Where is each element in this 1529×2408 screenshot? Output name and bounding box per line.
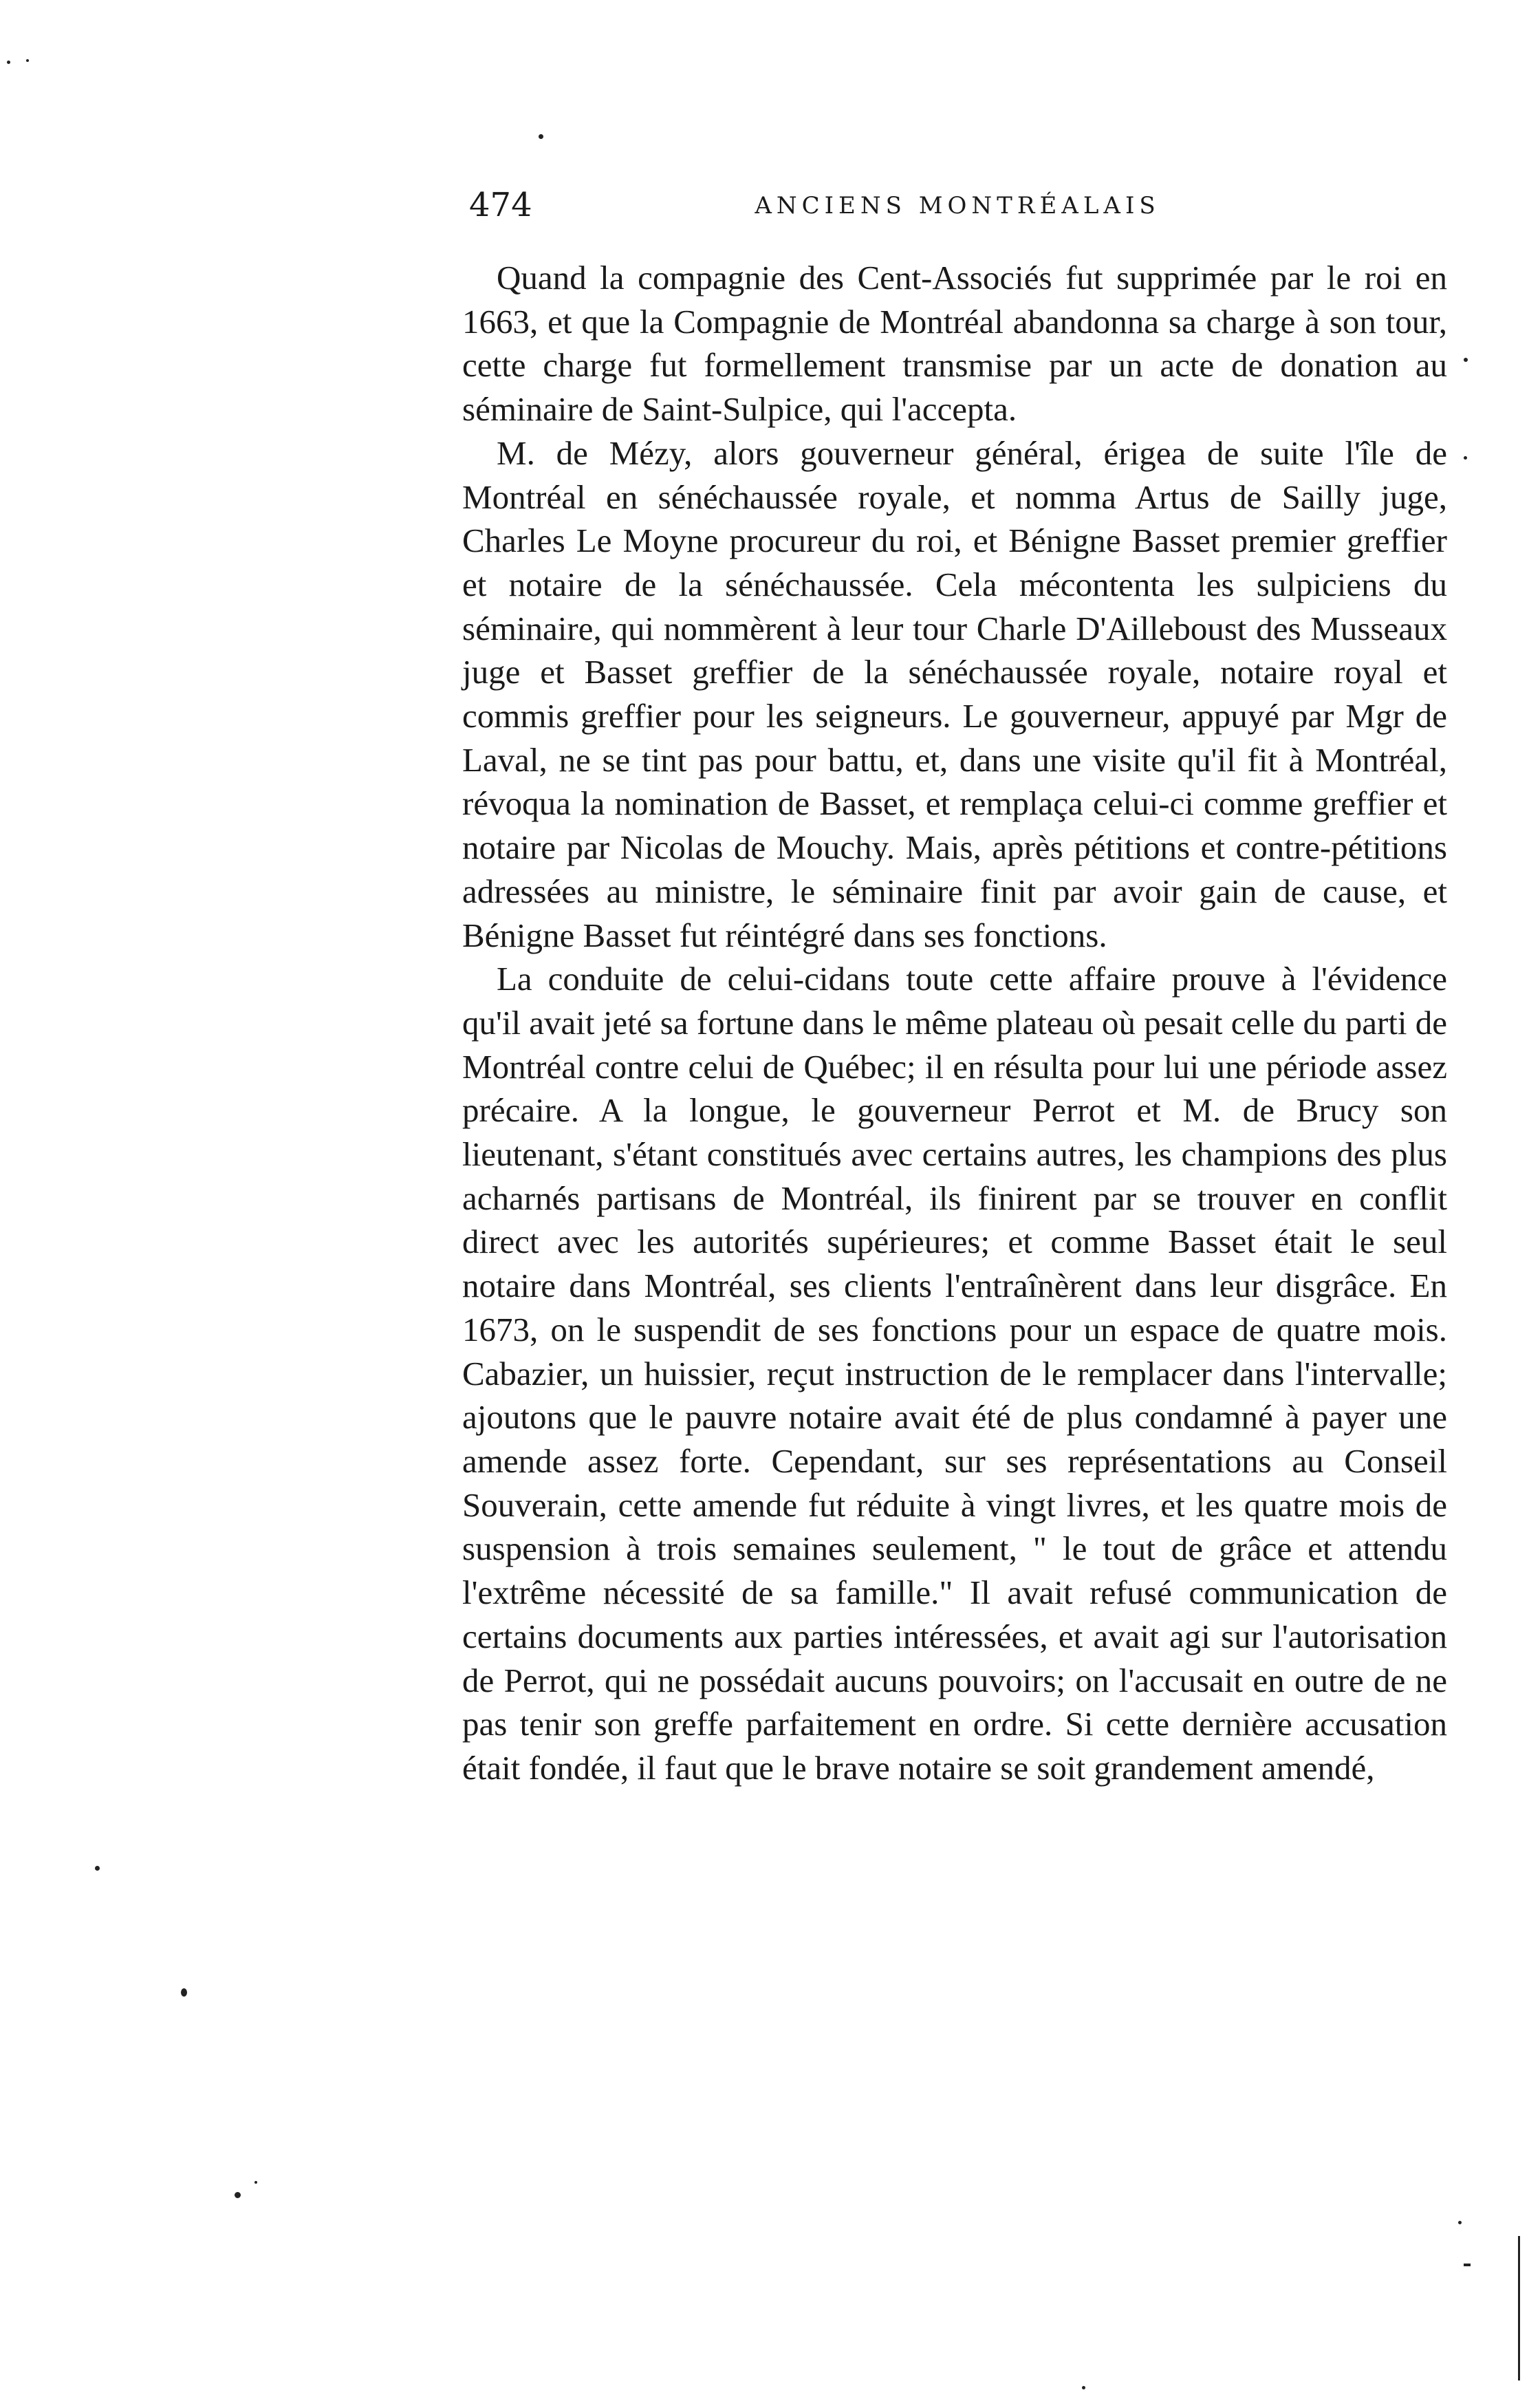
scan-speck (1458, 2221, 1462, 2224)
scan-speck (26, 59, 29, 62)
scan-edge-mark (1464, 2264, 1471, 2266)
running-title: ANCIENS MONTRÉALAIS (755, 192, 1160, 219)
page-number: 474 (469, 186, 532, 224)
scan-speck (181, 1988, 187, 1997)
paragraph: M. de Mézy, alors gouverneur général, érigea de suite l'île de Montréal en sénéchaussée royale, et nomma Artus de Sailly juge, Charles Le Moyne procureur du roi, et Bénigne Basset premier greffier et notaire de la sénéchaussée. Cela mécontenta les sulpiciens du séminaire, qui nommèrent à leur tour Charle D'Ailleboust des Musseaux juge et Basset greffier de la sénéchaussée royale, notaire royal et commis greffier pour les seigneurs. Le gouverneur, appuyé par Mgr de Laval, ne se tint pas pour battu, et, dans une visite qu'il fit à Montréal, révoqua la nomination de Basset, et remplaça celui-ci comme greffier et notaire par Nicolas de Mouchy. Mais, après pétitions et contre-pétitions adressées au ministre, le séminaire finit par avoir gain de cause, et Bénigne Basset fut réintégré dans ses fonctions. (462, 433, 1447, 954)
scan-speck (254, 2181, 257, 2184)
scan-edge-line (1518, 2236, 1520, 2380)
scan-speck (7, 61, 10, 64)
scan-speck (539, 134, 543, 139)
scan-speck (95, 1866, 100, 1871)
paragraph: La conduite de celui-cidans toute cette affaire prouve à l'évidence qu'il avait jeté sa fortune dans le même plateau où pesait celle du parti de Montréal contre celui de Québec; il en résulta pour lui une période assez précaire. A la longue, le gouverneur Perrot et M. de Brucy son lieutenant, s'étant constitués avec certains autres, les champions des plus acharnés partisans de Montréal, ils finirent par se trouver en conflit direct avec les autorités supérieures; et comme Basset était le seul notaire dans Montréal, ses clients l'entraînèrent dans leur disgrâce. En 1673, on le suspendit de ses fonctions pour un espace de quatre mois. Cabazier, un huissier, reçut instruction de le remplacer dans l'intervalle; ajoutons que le pauvre notaire avait été de plus condamné à payer une amende assez forte. Cependant, sur ses représentations au Conseil Souverain, cette amende fut réduite à vingt livres, et les quatre mois de suspension à trois semaines seulement, " le tout de grâce et attendu l'extrême nécessité de sa famille." Il avait refusé communication de certains documents aux parties intéressées, et avait agi sur l'autorisation de Perrot, qui ne possédait aucuns pouvoirs; on l'accusait en outre de ne pas tenir son greffe parfaitement en ordre. Si cette dernière accusation était fondée, il faut que le brave notaire se soit grandement amendé, (462, 960, 1448, 1787)
scan-speck (1082, 2386, 1085, 2389)
page-header (469, 184, 1446, 233)
paragraph: Quand la compagnie des Cent-Associés fut supprimée par le roi en 1663, et que la Compagnie de Montréal abandonna sa charge à son tour, cette charge fut formellement transmise par un acte de donation au séminaire de Saint-Sulpice, qui l'accepta. (462, 259, 1447, 429)
body-text (462, 256, 1447, 1790)
scan-speck (1464, 358, 1468, 362)
scan-speck (1464, 456, 1467, 460)
scan-speck (235, 2192, 241, 2198)
